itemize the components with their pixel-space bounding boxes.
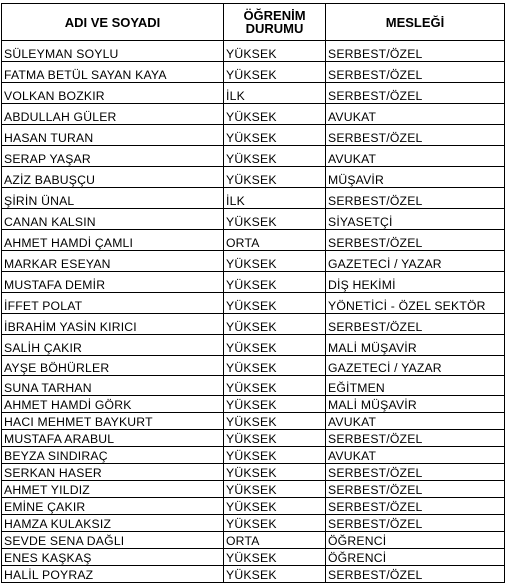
cell-name: SERKAN HASER [2, 464, 224, 481]
cell-education: YÜKSEK [224, 335, 326, 356]
cell-profession: SERBEST/ÖZEL [326, 464, 505, 481]
table-row [2, 413, 505, 430]
cell-education: YÜKSEK [224, 430, 326, 447]
cell-name: AHMET YILDIZ [2, 481, 224, 498]
cell-name: ŞİRİN ÜNAL [2, 188, 224, 209]
table-row [2, 498, 505, 515]
cell-education: YÜKSEK [224, 549, 326, 566]
cell-name: SÜLEYMAN SOYLU [2, 41, 224, 62]
cell-name: SERAP YAŞAR [2, 146, 224, 167]
cell-education: YÜKSEK [224, 251, 326, 272]
cell-profession: SERBEST/ÖZEL [326, 566, 505, 583]
cell-profession: SERBEST/ÖZEL [326, 62, 505, 83]
table-row [2, 167, 505, 188]
cell-name: MARKAR ESEYAN [2, 251, 224, 272]
cell-profession: YÖNETİCİ - ÖZEL SEKTÖR [326, 293, 505, 314]
cell-profession: MALİ MÜŞAVİR [326, 396, 505, 413]
table-row [2, 566, 505, 583]
cell-name: AHMET HAMDİ ÇAMLI [2, 230, 224, 251]
table-row [2, 62, 505, 83]
cell-name: FATMA BETÜL SAYAN KAYA [2, 62, 224, 83]
table-row [2, 146, 505, 167]
cell-name: ENES KAŞKAŞ [2, 549, 224, 566]
table-row [2, 314, 505, 335]
cell-profession: AVUKAT [326, 447, 505, 464]
cell-education: YÜKSEK [224, 62, 326, 83]
cell-profession: MALİ MÜŞAVİR [326, 335, 505, 356]
cell-education: YÜKSEK [224, 566, 326, 583]
cell-profession: SERBEST/ÖZEL [326, 125, 505, 146]
table-row [2, 188, 505, 209]
cell-name: SALİH ÇAKIR [2, 335, 224, 356]
cell-profession: SERBEST/ÖZEL [326, 481, 505, 498]
table-row [2, 464, 505, 481]
header-row [2, 4, 505, 41]
cell-name: EMİNE ÇAKIR [2, 498, 224, 515]
cell-education: YÜKSEK [224, 447, 326, 464]
cell-education: YÜKSEK [224, 413, 326, 430]
cell-education: YÜKSEK [224, 376, 326, 396]
cell-name: MUSTAFA DEMİR [2, 272, 224, 293]
cell-education: İLK [224, 188, 326, 209]
cell-education: YÜKSEK [224, 167, 326, 188]
table-row [2, 125, 505, 146]
cell-profession: AVUKAT [326, 146, 505, 167]
table-row [2, 230, 505, 251]
cell-education: YÜKSEK [224, 515, 326, 532]
cell-name: BEYZA SINDIRAÇ [2, 447, 224, 464]
cell-education: YÜKSEK [224, 41, 326, 62]
cell-name: İBRAHİM YASİN KIRICI [2, 314, 224, 335]
cell-profession: AVUKAT [326, 104, 505, 125]
cell-education: ORTA [224, 230, 326, 251]
cell-profession: EĞİTMEN [326, 376, 505, 396]
cell-education: YÜKSEK [224, 396, 326, 413]
cell-education: YÜKSEK [224, 272, 326, 293]
cell-profession: MÜŞAVİR [326, 167, 505, 188]
cell-profession: GAZETECİ / YAZAR [326, 251, 505, 272]
header-education-line1: ÖĞRENİM [243, 8, 306, 23]
cell-name: MUSTAFA ARABUL [2, 430, 224, 447]
cell-profession: AVUKAT [326, 413, 505, 430]
table-row [2, 272, 505, 293]
header-education [224, 4, 326, 41]
cell-education: YÜKSEK [224, 104, 326, 125]
table-row [2, 293, 505, 314]
header-name: ADI VE SOYADI [2, 4, 224, 41]
cell-name: HAMZA KULAKSIZ [2, 515, 224, 532]
cell-name: İFFET POLAT [2, 293, 224, 314]
cell-profession: GAZETECİ / YAZAR [326, 356, 505, 376]
cell-name: AYŞE BÖHÜRLER [2, 356, 224, 376]
table-row [2, 430, 505, 447]
table-row [2, 396, 505, 413]
table-row [2, 549, 505, 566]
cell-name: ABDULLAH GÜLER [2, 104, 224, 125]
cell-profession: SERBEST/ÖZEL [326, 230, 505, 251]
cell-education: YÜKSEK [224, 146, 326, 167]
cell-education: YÜKSEK [224, 481, 326, 498]
table-row [2, 335, 505, 356]
table-row [2, 104, 505, 125]
cell-education: YÜKSEK [224, 209, 326, 230]
cell-profession: ÖĞRENCİ [326, 549, 505, 566]
table-row [2, 515, 505, 532]
header-education-line2: DURUMU [245, 21, 304, 36]
cell-education: İLK [224, 83, 326, 104]
header-profession: MESLEĞİ [326, 4, 505, 41]
cell-profession: SERBEST/ÖZEL [326, 430, 505, 447]
cell-name: AHMET HAMDİ GÖRK [2, 396, 224, 413]
cell-education: YÜKSEK [224, 356, 326, 376]
table-row [2, 251, 505, 272]
cell-name: SEVDE SENA DAĞLI [2, 532, 224, 549]
cell-name: VOLKAN BOZKIR [2, 83, 224, 104]
table-row [2, 209, 505, 230]
cell-education: ORTA [224, 532, 326, 549]
cell-profession: SERBEST/ÖZEL [326, 83, 505, 104]
table-body [2, 41, 505, 583]
table-row [2, 532, 505, 549]
cell-profession: SERBEST/ÖZEL [326, 41, 505, 62]
cell-profession: SERBEST/ÖZEL [326, 188, 505, 209]
cell-education: YÜKSEK [224, 314, 326, 335]
cell-name: SUNA TARHAN [2, 376, 224, 396]
cell-education: YÜKSEK [224, 293, 326, 314]
cell-name: AZİZ BABUŞÇU [2, 167, 224, 188]
cell-profession: SERBEST/ÖZEL [326, 515, 505, 532]
cell-education: YÜKSEK [224, 464, 326, 481]
table-row [2, 41, 505, 62]
cell-name: HALİL POYRAZ [2, 566, 224, 583]
cell-profession: SİYASETÇİ [326, 209, 505, 230]
cell-profession: ÖĞRENCİ [326, 532, 505, 549]
table-row [2, 83, 505, 104]
cell-profession: DİŞ HEKİMİ [326, 272, 505, 293]
cell-name: HASAN TURAN [2, 125, 224, 146]
cell-profession: SERBEST/ÖZEL [326, 498, 505, 515]
table-row [2, 481, 505, 498]
cell-name: CANAN KALSIN [2, 209, 224, 230]
table-row [2, 356, 505, 376]
table-row [2, 376, 505, 396]
table-row [2, 447, 505, 464]
candidate-table [1, 3, 505, 583]
cell-profession: SERBEST/ÖZEL [326, 314, 505, 335]
cell-education: YÜKSEK [224, 498, 326, 515]
cell-education: YÜKSEK [224, 125, 326, 146]
cell-name: HACI MEHMET BAYKURT [2, 413, 224, 430]
